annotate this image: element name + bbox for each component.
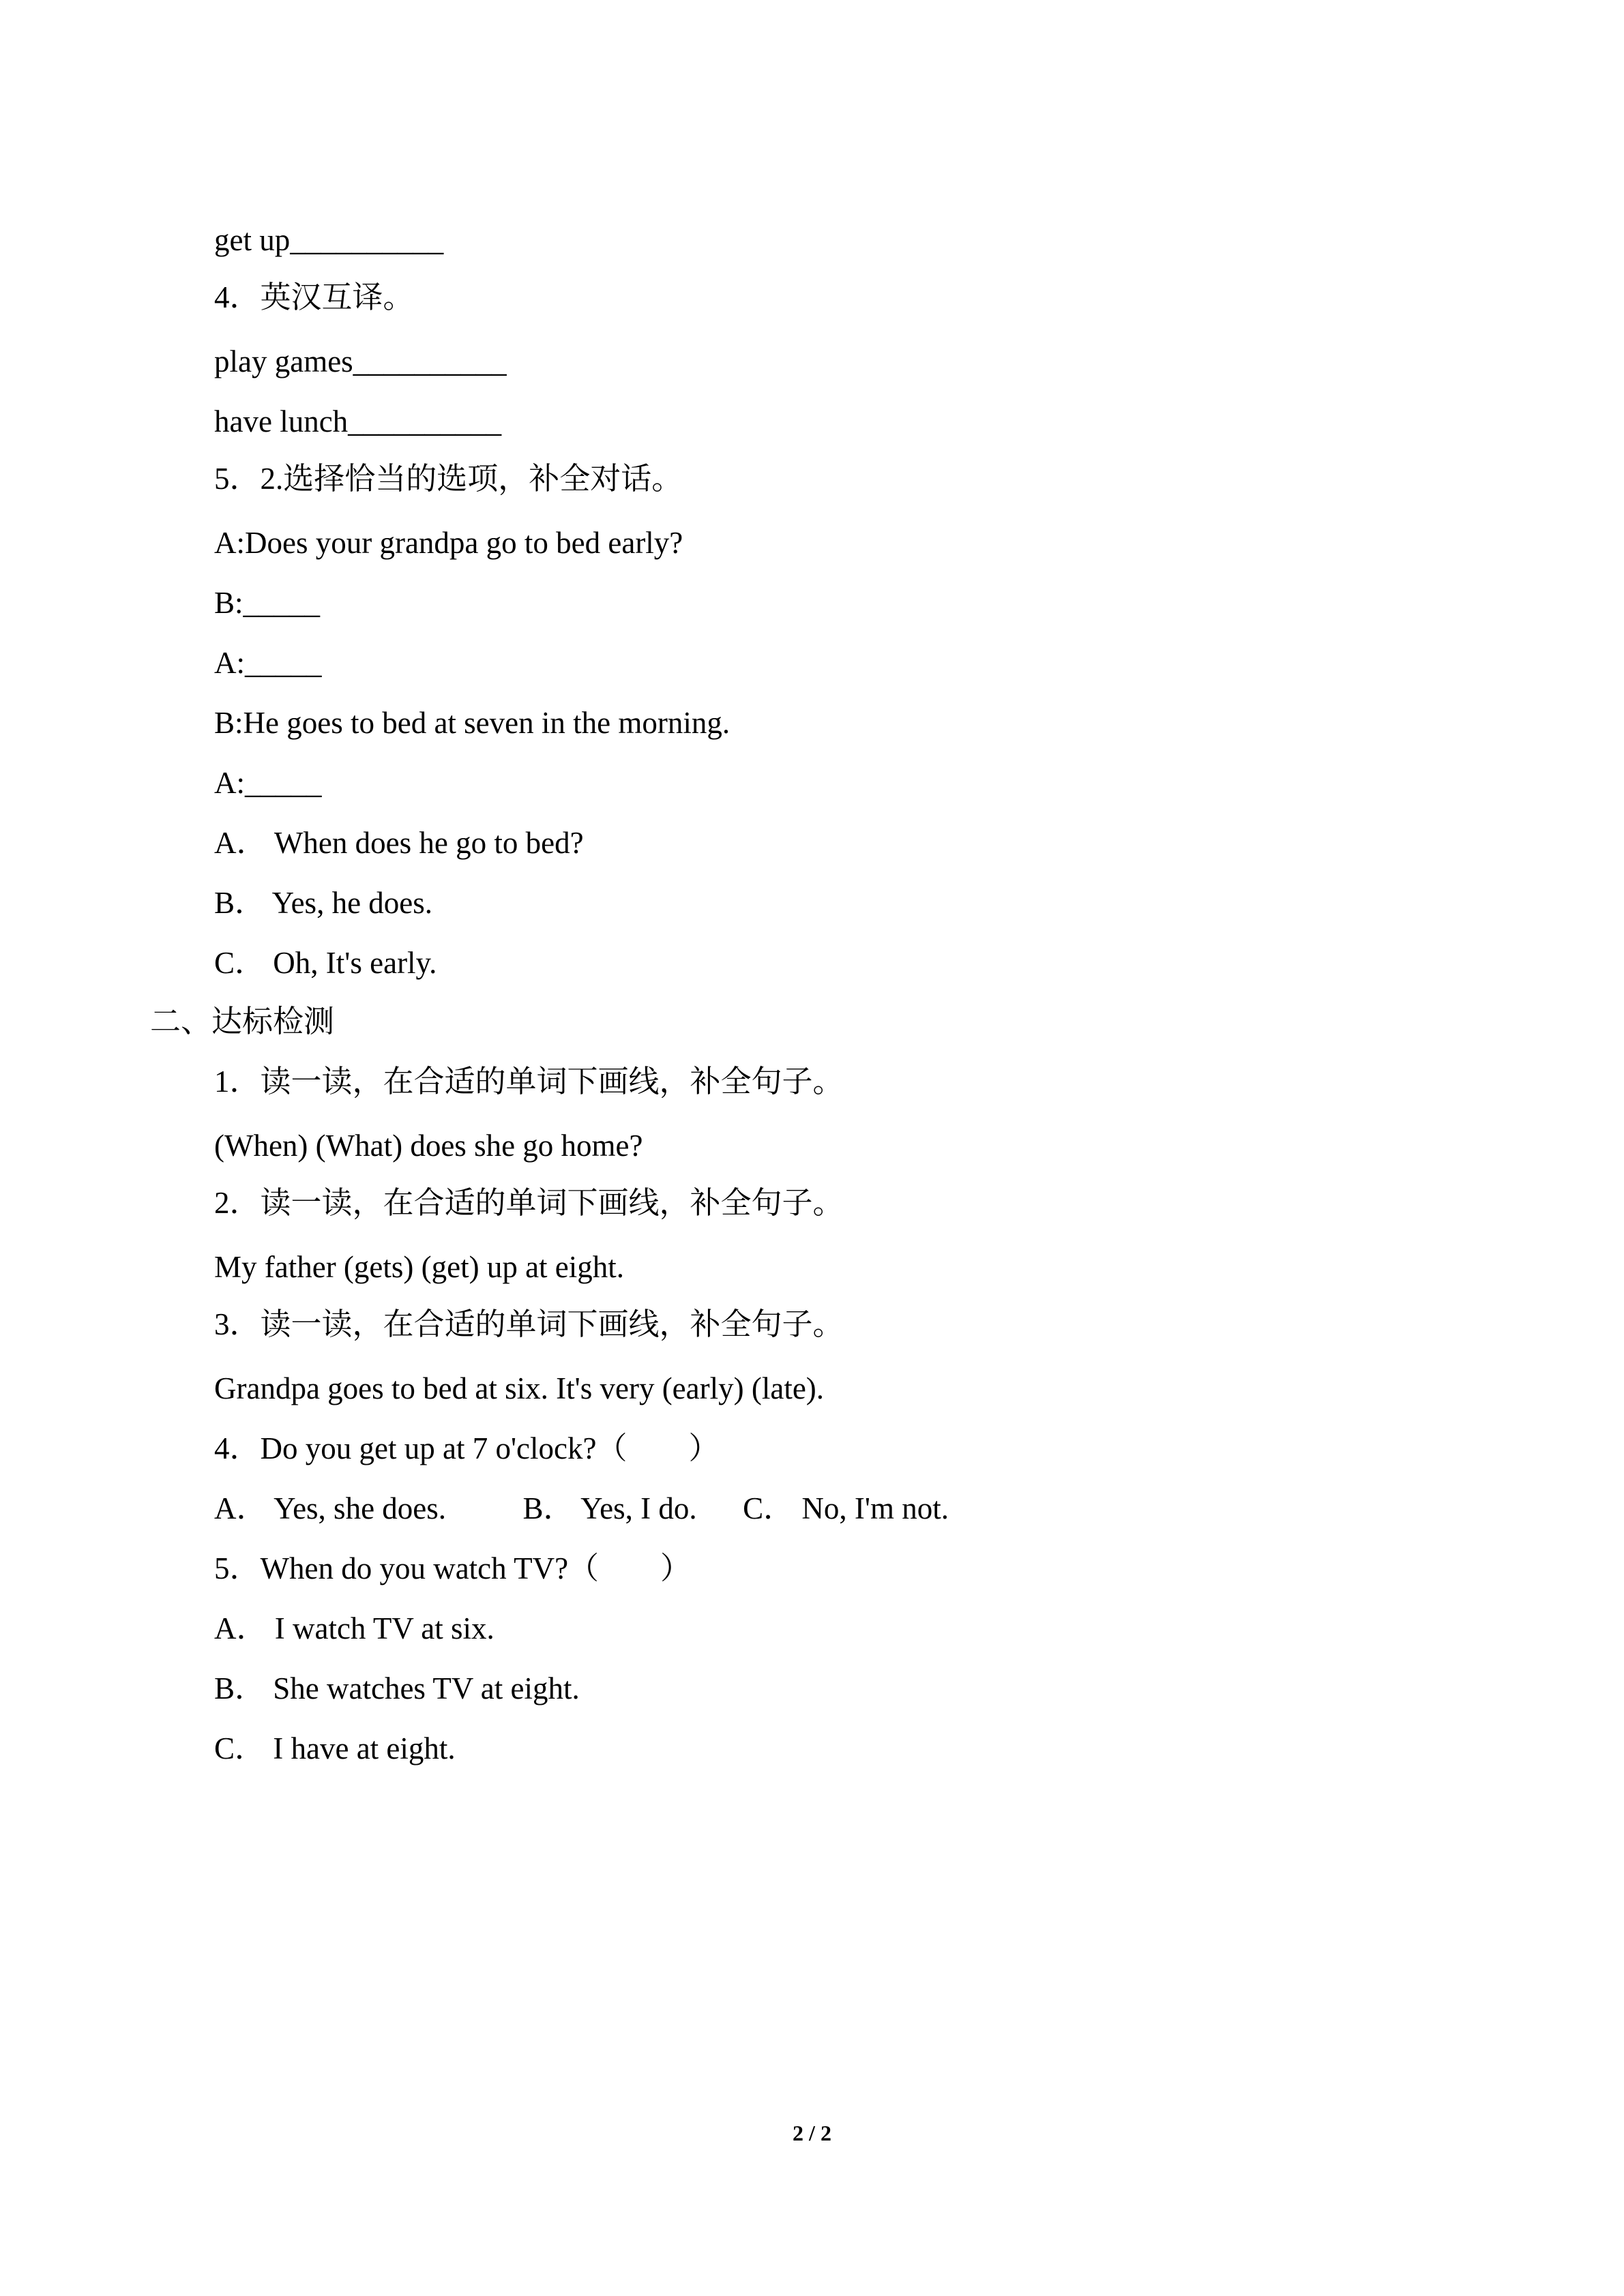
question-3-sentence: Grandpa goes to bed at six. It's very (early) (late). <box>214 1371 825 1405</box>
dialogue-line: A:Does your grandpa go to bed early? <box>214 526 683 560</box>
question-5-text: 5．When do you watch TV?（ ） <box>214 1551 692 1585</box>
question-3-instruction: 3．读一读，在合适的单词下画线，补全句子。 <box>214 1307 844 1341</box>
page-number: 2 / 2 <box>793 2121 831 2145</box>
dialogue-line: A:_____ <box>214 646 322 680</box>
fill-line-play-games: play games__________ <box>214 344 507 378</box>
question-2-sentence: My father (gets) (get) up at eight. <box>214 1250 625 1284</box>
fill-line-get-up: get up__________ <box>214 223 444 257</box>
question-5-option-c: C． I have at eight. <box>214 1731 456 1765</box>
option-b: B． Yes, he does. <box>214 886 433 920</box>
question-4-text: 4．Do you get up at 7 o'clock?（ ） <box>214 1431 720 1465</box>
option-c: C． Oh, It's early. <box>214 946 437 980</box>
question-5-option-b: B． She watches TV at eight. <box>214 1671 580 1705</box>
question-1-instruction: 1．读一读，在合适的单词下画线，补全句子。 <box>214 1064 844 1099</box>
question-2-instruction: 2．读一读，在合适的单词下画线，补全句子。 <box>214 1186 844 1220</box>
question-4-options: A． Yes, she does. B． Yes, I do. C． No, I'm not. <box>214 1491 949 1525</box>
fill-line-have-lunch: have lunch__________ <box>214 404 502 438</box>
section-heading: 二、达标检测 <box>150 1004 335 1039</box>
dialogue-line: A:_____ <box>214 766 322 800</box>
question-5-option-a: A． I watch TV at six. <box>214 1611 494 1645</box>
question-5-instruction: 5．2.选择恰当的选项，补全对话。 <box>214 462 683 496</box>
question-1-sentence: (When) (What) does she go home? <box>214 1129 643 1163</box>
option-a: A． When does he go to bed? <box>214 826 584 860</box>
dialogue-line: B:_____ <box>214 586 321 620</box>
question-4-instruction: 4．英汉互译。 <box>214 280 414 314</box>
dialogue-line: B:He goes to bed at seven in the morning. <box>214 706 730 740</box>
